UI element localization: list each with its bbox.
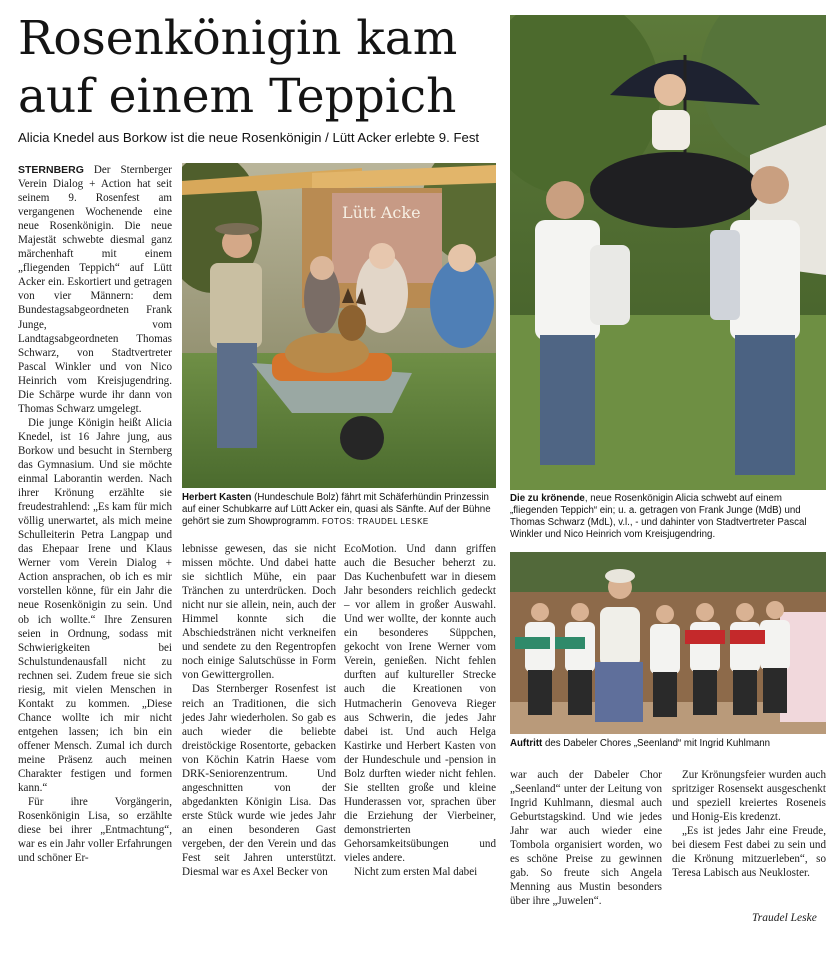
caption-photo-2-name: Die zu krönende xyxy=(510,493,585,504)
photo-choir xyxy=(510,552,826,734)
headline-line-1: Rosenkönigin kam xyxy=(18,11,458,66)
text-column-4 xyxy=(510,768,662,908)
caption-photo-2: Die zu krönende, neue Rosenkönigin Alicia schwebt auf einem „fliegenden Teppich“ ein; u. a. getragen von Frank Junge (MdB) und Thomas Schwarz (MdL), v.l., - und dahinter von Stadtvertreter Pascal Winkler und Nico Heinrich vom Kreisjugendring. xyxy=(510,493,807,540)
paragraph: „Es ist jedes Jahr eine Freude, bei diesem Fest dabei zu sein und die Krönung mitzuerleben“, so Teresa Labisch aus Neukloster. xyxy=(672,825,826,880)
paragraph: STERNBERG Der Sternberger Verein Dialog + Action hat seit seinem 9. Rosenfest am vergangenen Wochenende eine neue Rosenkönigin. Die neue Majestät schwebte diesmal ganz märchenhaft mit einem „fliegenden Teppich“ auf Lütt Acker ein. Eskortiert und getragen von vier Männern: dem Bundestagsabgeordneten Frank Junge, vom Landtagsabgeordneten Thomas Schwarz, von Stadtvertreter Pascal Winkler und von Nico Heinrich vom Kreisjugendring. Die Schärpe wurde ihr dann von Thomas Schwarz umgelegt. xyxy=(18,164,172,415)
photo-rose-queen xyxy=(510,15,826,490)
text-column-3 xyxy=(344,542,496,879)
sign-text: Lütt Acke xyxy=(342,203,421,222)
paragraph: EcoMotion. Und dann griffen auch die Besucher beherzt zu. Das Kuchenbufett war in diesem Jahr besonders reichlich gedeckt – vor allem in großer Auswahl. Und wer wollte, der konnte auch ein besonderes Süppchen, gekocht von Irene Werner vom Verein, genießen. Nicht fehlen durften auf kultureller Strecke auch die Kreationen von Hutmacherin Genoveva Rieger aus Schwerin, die jedes Jahr dabei ist. Und auch Helga Kastirke und Herbert Kasten von der Hundeschule und -pension in Bolz durften wieder nicht fehlen. Sie stellten große und kleine Hunderassen vor, sprachen über die Erziehung der Vierbeiner, demonstrierten Gehorsamkeitsübungen und vieles andere. xyxy=(344,543,496,865)
photo-wheelbarrow-dog-image xyxy=(182,163,496,488)
paragraph: Zur Krönungsfeier wurden auch spritziger Rosensekt ausgeschenkt und speziell kreiertes Roseneis und Honig-Eis kredenzt. xyxy=(672,769,826,824)
caption-photo-1-name: Herbert Kasten xyxy=(182,492,252,503)
text-column-1 xyxy=(18,163,172,865)
paragraph: Das Sternberger Rosenfest ist reich an Traditionen, die sich jedes Jahr wiederholen. So gab es auch wieder die beliebte dreistöckige Rosentorte, gebacken von Köchin Katrin Haese vom DRK-Seniorenzentrum. Und angeschnitten von der abgedankten Königin Lisa. Das erste Stück wurde wie jedes Jahr an einen besonderen Gast vergeben, der den Verein und das Fest seit Jahren unterstützt. Diesmal war es Axel Becker von xyxy=(182,683,336,879)
photo-rose-queen-image xyxy=(510,15,826,490)
paragraph: Die junge Königin heißt Alicia Knedel, ist 16 Jahre jung, aus Borkow und besucht in Sternberg das Gymnasium. Und sie möchte einmal Laborantin werden. Nach ihrer Krönung erzählte sie freudestrahlend: „Es kam für mich völlig unerwartet, als mich meine Schulleiterin Petra Langpap und das Ehepaar Irene und Klaus Werner vom Verein Dialog + Action ansprachen, ob ich es mir vorstellen könne, für ein Jahr die neue Rosenkönigin zu sein. Und ob ich wollte.“ Ihre Zensuren seien in Ordnung, sodass mit Schwierigkeiten bei Schulstundenausfall nicht zu rechnen sei. Zudem freue sie sich riesig, mit vielen Menschen in Kontakt zu kommen. „Diese Chance wollte ich mir nicht entgehen lassen; ich bin ein offener Mensch. Zumal ich durch meine Präsenz auch meinen Charakter festigen und formen kann.“ xyxy=(18,416,172,795)
subheadline: Alicia Knedel aus Borkow ist die neue Rosenkönigin / Lütt Acker erlebte 9. Fest xyxy=(18,130,480,145)
dateline: STERNBERG xyxy=(18,164,84,176)
photo-wheelbarrow-dog xyxy=(182,163,496,488)
paragraph: war auch der Dabeler Chor „Seenland“ unter der Leitung von Ingrid Kuhlmann, diesmal auch Geburtstagskind. Und wie jedes Jahr war auch wieder eine Tombola organisiert worden, wo es schöne Preise zu gewinnen gab. So freute sich Angela Menning aus Mustin besonders über ihre „Juwelen“. xyxy=(510,769,662,908)
photo-choir-image xyxy=(510,552,826,734)
caption-photo-3-name: Auftritt xyxy=(510,738,543,749)
photo-credit: FOTOS: TRAUDEL LESKE xyxy=(322,517,429,526)
caption-photo-3: Auftritt des Dabeler Chores „Seenland“ mit Ingrid Kuhlmann xyxy=(510,738,771,749)
text-column-2 xyxy=(182,542,336,879)
caption-photo-1: Herbert Kasten (Hundeschule Bolz) fährt mit Schäferhündin Prinzessin auf einer Schubkarre auf Lütt Acker ein, quasi als Sänfte. Auf der Bühne gehört sie zum Showprogramm. FOTOS: TRAUDEL LESKE xyxy=(182,492,491,527)
paragraph: Für ihre Vorgängerin, Rosenkönigin Lisa, so erzählte diese bei ihrer „Entmachtung“, war es ein Jahr voller Erfahrungen und schöner Er- xyxy=(18,796,172,865)
paragraph: lebnisse gewesen, das sie nicht missen möchte. Und dabei hatte sie sichtlich Mühe, ein paar Tränchen zu unterdrücken. Doch nicht nur sie allein, nein, auch der Himmel konnte sich die Abschiedstränen nicht verkneifen und sendete zu den Regentropfen noch einige Salutschüsse in Form von Gewittergrollen. xyxy=(182,543,336,682)
author-name: Traudel Leske xyxy=(752,912,817,924)
headline xyxy=(18,10,498,126)
headline-line-2: auf einem Teppich xyxy=(18,69,457,124)
text-column-5 xyxy=(672,768,826,880)
paragraph: Nicht zum ersten Mal dabei xyxy=(354,866,478,879)
